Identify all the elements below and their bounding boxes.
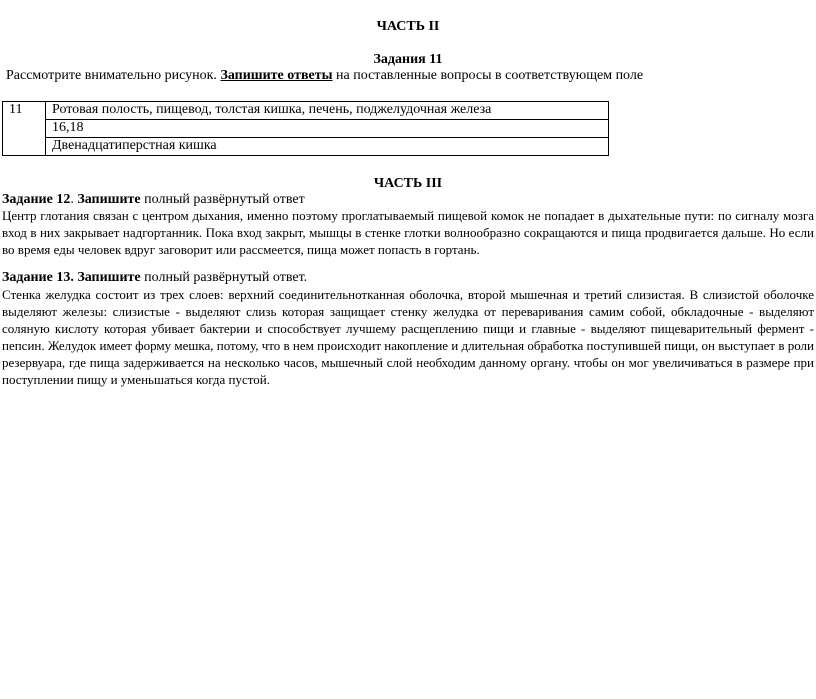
- task12-answer: Центр глотания связан с центром дыхания, именно поэтому проглатываемый пищевой комок не попадает в дыхательные пути: по сигналу мозга вход в них закрывает надгортанник. Пока вход закрыт, мышцы в стенке глотки волнообразно сокращаются и пища продвигается дальше. Но если во время еды человек вдруг заговорит или рассмеется, пища может попасть в гортань.: [2, 208, 814, 257]
- task13-label: Задание 13.: [2, 270, 78, 285]
- task12-bold: Запишите: [77, 192, 141, 207]
- task-number-cell: 11: [3, 102, 46, 156]
- task13-bold: Запишите: [77, 270, 141, 285]
- table-row: [3, 102, 609, 120]
- table-row: [3, 138, 609, 156]
- task12-label: Задание 12: [2, 192, 71, 207]
- task13-answer: Стенка желудка состоит из трех слоев: верхний соединительнотканная оболочка, второй мышечная и третий слизистая. В слизистой оболочке выделяют железы: слизистые - выделяют слизь которая защищает стенку желудка от переваривания самим собой, обкладочные - выделяют соляную кислоту которая убивает бактерии и способствует лучшему расщеплению пищи и главные - выделяют пищеварительный фермент - пепсин. Желудок имеет форму мешка, потому, что в нем происходит накопление и длительная обработка поступившей пищи, он выступает в роли резервуара, где пища задерживается на несколько часов, мышечный слой необходим данному органу. чтобы он мог увеличиваться в размере при поступлении пищу и уменьшаться когда пустой.: [2, 287, 814, 387]
- task12-rest: полный развёрнутый ответ: [140, 192, 305, 207]
- instruction-text-bold: Запишите ответы: [220, 68, 333, 83]
- answer-cell-3: Двенадцатиперстная кишка: [46, 138, 609, 156]
- task11-instruction: [6, 68, 643, 84]
- table-row: [3, 120, 609, 138]
- answer-cell-1: Ротовая полость, пищевод, толстая кишка, печень, поджелудочная железа: [46, 102, 609, 120]
- instruction-text-post: на поставленные вопросы в соответствующем поле: [332, 68, 644, 83]
- task11-heading: Задания 11: [373, 52, 443, 67]
- answer-table: [2, 101, 609, 156]
- task13-rest: полный развёрнутый ответ.: [140, 270, 308, 285]
- task13-heading: [2, 270, 307, 286]
- answer-cell-2: 16,18: [46, 120, 609, 138]
- task12-heading: [2, 192, 305, 208]
- part3-title: ЧАСТЬ III: [373, 176, 443, 191]
- part2-title: ЧАСТЬ II: [376, 19, 440, 34]
- task12-sep: .: [70, 192, 78, 207]
- instruction-text-pre: Рассмотрите внимательно рисунок.: [6, 68, 221, 83]
